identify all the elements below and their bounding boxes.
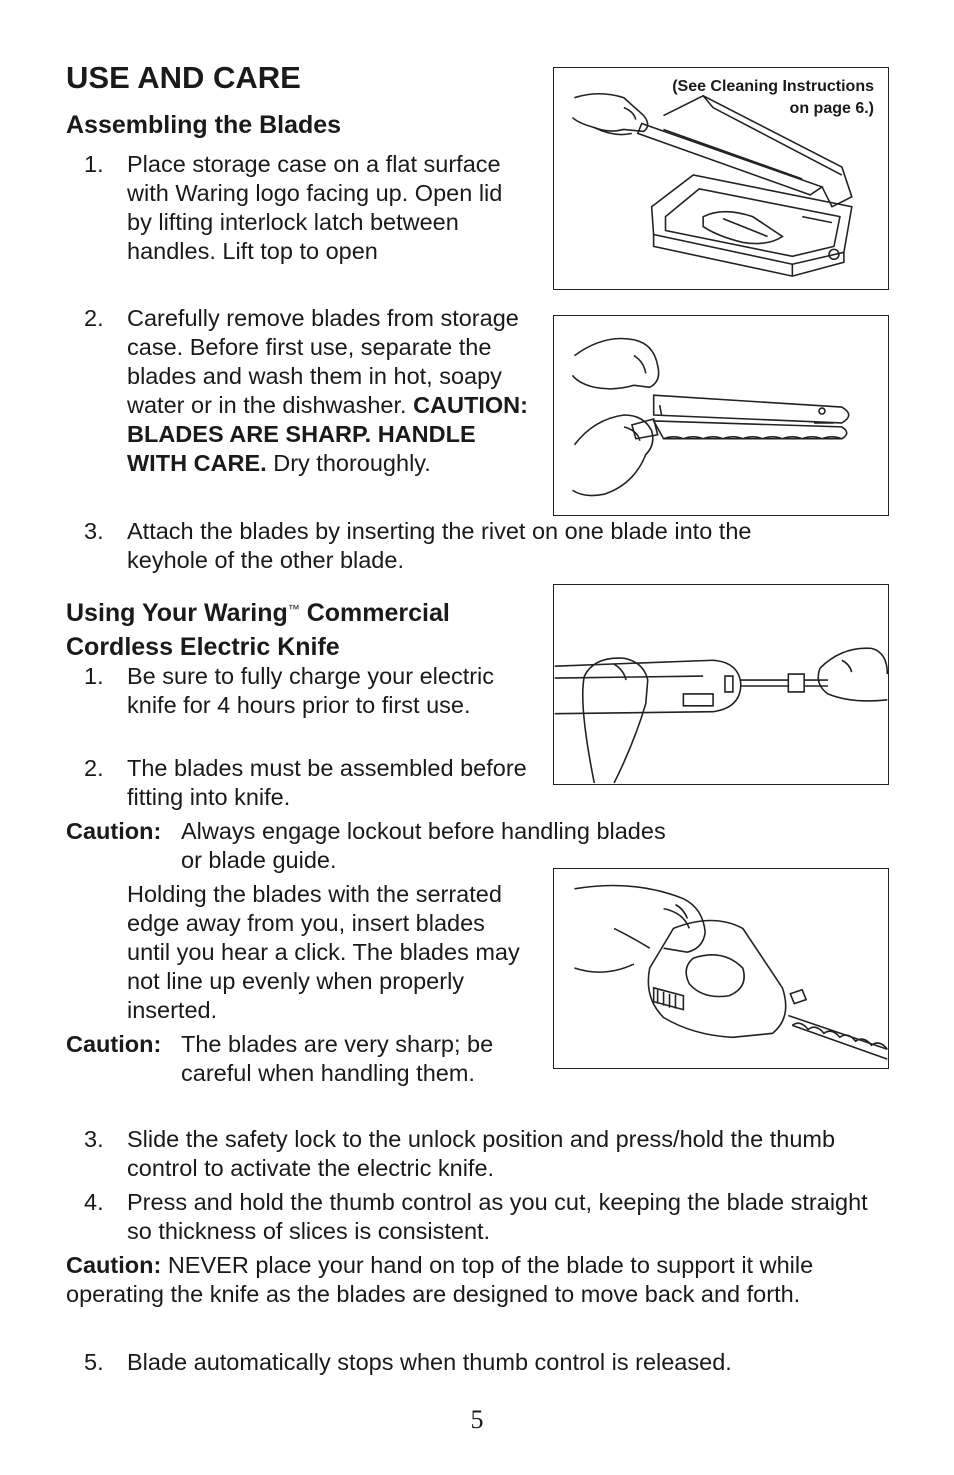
heading-text-b: Commercial (306, 599, 450, 627)
list-item-text (127, 304, 535, 478)
caution-label (66, 1030, 161, 1059)
caution-label-bold (66, 817, 161, 846)
caution-text: NEVER place your hand on top of the blade to support it while operating the knife as the blades are designed to move back and forth. (66, 1252, 814, 1307)
page-number: 5 (470, 1405, 484, 1434)
figure-storage-case (553, 67, 889, 290)
list-item-text: Be sure to fully charge your electric knife for 4 hours prior to first use. (127, 663, 495, 718)
list-number: 3. (84, 1126, 104, 1152)
list-number: 2. (84, 305, 104, 331)
list-item-text: Blade automatically stops when thumb control is released. (127, 1349, 732, 1375)
list-number: 1. (84, 151, 104, 177)
caution-label-text: Caution: (66, 818, 162, 844)
caution-text: The blades are very sharp; be careful when handling them. (181, 1031, 494, 1086)
list-number: 1. (84, 663, 104, 689)
list-item-text-a: Carefully remove blades from storage case. Before first use, separate the blades and wash them in hot, soapy water or in the dishwasher. (127, 305, 519, 418)
list-item-text: Place storage case on a flat surface with Waring logo facing up. Open lid by lifting interlock latch between handles. Lift top to open (127, 151, 503, 264)
heading-text-c: Cordless Electric Knife (66, 633, 340, 661)
list-number: 3. (84, 518, 104, 544)
list-item-text: Slide the safety lock to the unlock position and press/hold the thumb control to activate the electric knife. (127, 1126, 836, 1181)
list-item-text: The blades must be assembled before fitting into knife. (127, 755, 527, 810)
figure-caption-line-2: on page 6.) (789, 100, 874, 117)
caution-paragraph (66, 1251, 866, 1309)
holding-knife-illustration (554, 869, 888, 1068)
figure-caption-line-1: (See Cleaning Instructions (672, 78, 874, 95)
list-item-text-b: Dry thoroughly. (273, 450, 431, 476)
section-heading-using (66, 592, 536, 664)
caution-text-cont: or blade guide. (181, 847, 337, 873)
figure-charging (553, 584, 889, 785)
list-item-text: Press and hold the thumb control as you cut, keeping the blade straight so thickness of slices is consistent. (127, 1189, 868, 1244)
caution-label-text: Caution: (66, 1031, 162, 1057)
caution-label-text: Caution: (66, 1252, 162, 1278)
instruction-paragraph: Holding the blades with the serrated edge away from you, insert blades until you hear a click. The blades may not line up evenly when properly inserted. (127, 881, 520, 1023)
caution-bold-text: CAUTION: BLADES ARE SHARP. HANDLE WITH CARE. (127, 392, 528, 476)
section-heading-assembling: Assembling the Blades (66, 111, 342, 139)
figure-holding-knife (553, 868, 889, 1069)
caution-text: Always engage lockout before handling blades (181, 818, 666, 844)
charging-illustration (554, 585, 888, 784)
list-number: 4. (84, 1189, 104, 1215)
figure-caption (672, 76, 874, 120)
separating-blades-illustration (554, 316, 888, 515)
list-number: 5. (84, 1349, 104, 1375)
trademark-symbol: ™ (287, 602, 300, 616)
figure-separating-blades (553, 315, 889, 516)
heading-text-a: Using Your Waring (66, 599, 288, 627)
page-title: USE AND CARE (66, 60, 301, 95)
list-number: 2. (84, 755, 104, 781)
list-item-text: Attach the blades by inserting the rivet on one blade into the keyhole of the other blade. (127, 518, 752, 573)
